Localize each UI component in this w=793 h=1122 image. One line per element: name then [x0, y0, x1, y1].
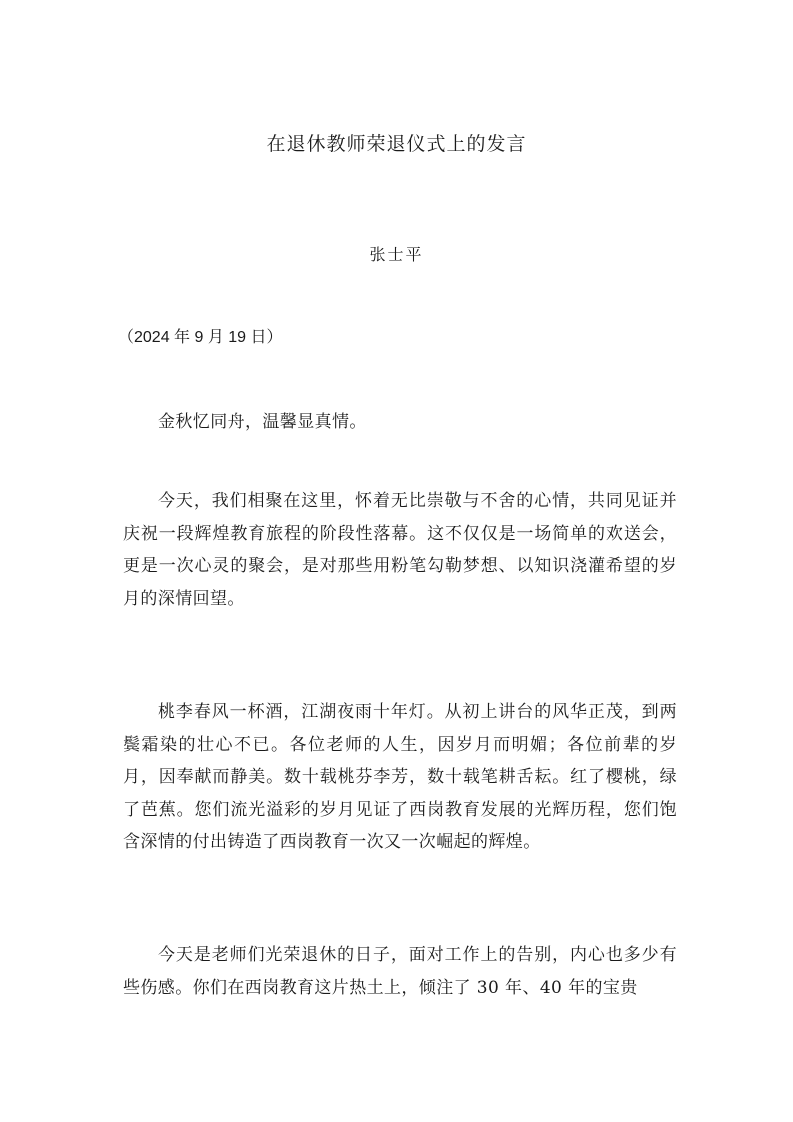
paragraph: 今天，我们相聚在这里，怀着无比崇敬与不舍的心情，共同见证并庆祝一段辉煌教育旅程的阶段性落幕。这不仅仅是一场简单的欢送会，更是一次心灵的聚会，是对那些用粉笔勾勒梦想、以知识浇灌希望的岁月的深情回望。 [123, 491, 677, 609]
document-title: 在退休教师荣退仪式上的发言 [266, 133, 527, 155]
paragraph: 桃李春风一杯酒，江湖夜雨十年灯。从初上讲台的风华正茂，到两鬓霜染的壮心不已。各位老师的人生，因岁月而明媚；各位前辈的岁月，因奉献而静美。数十载桃芬李芳，数十载笔耕舌耘。红了樱桃，绿了芭蕉。您们流光溢彩的岁月见证了西岗教育发展的光辉历程，您们饱含深情的付出铸造了西岗教育一次又一次崛起的辉煌。 [123, 702, 677, 853]
paragraph: 今天是老师们光荣退休的日子，面对工作上的告别，内心也多少有些伤感。你们在西岗教育这片热土上，倾注了 30 年、40 年的宝贵 [123, 945, 677, 998]
author-name: 张士平 [369, 245, 424, 264]
paragraph: 金秋忆同舟，温馨显真情。 [158, 412, 367, 432]
speech-date: （2024 年 9 月 19 日） [118, 329, 283, 346]
